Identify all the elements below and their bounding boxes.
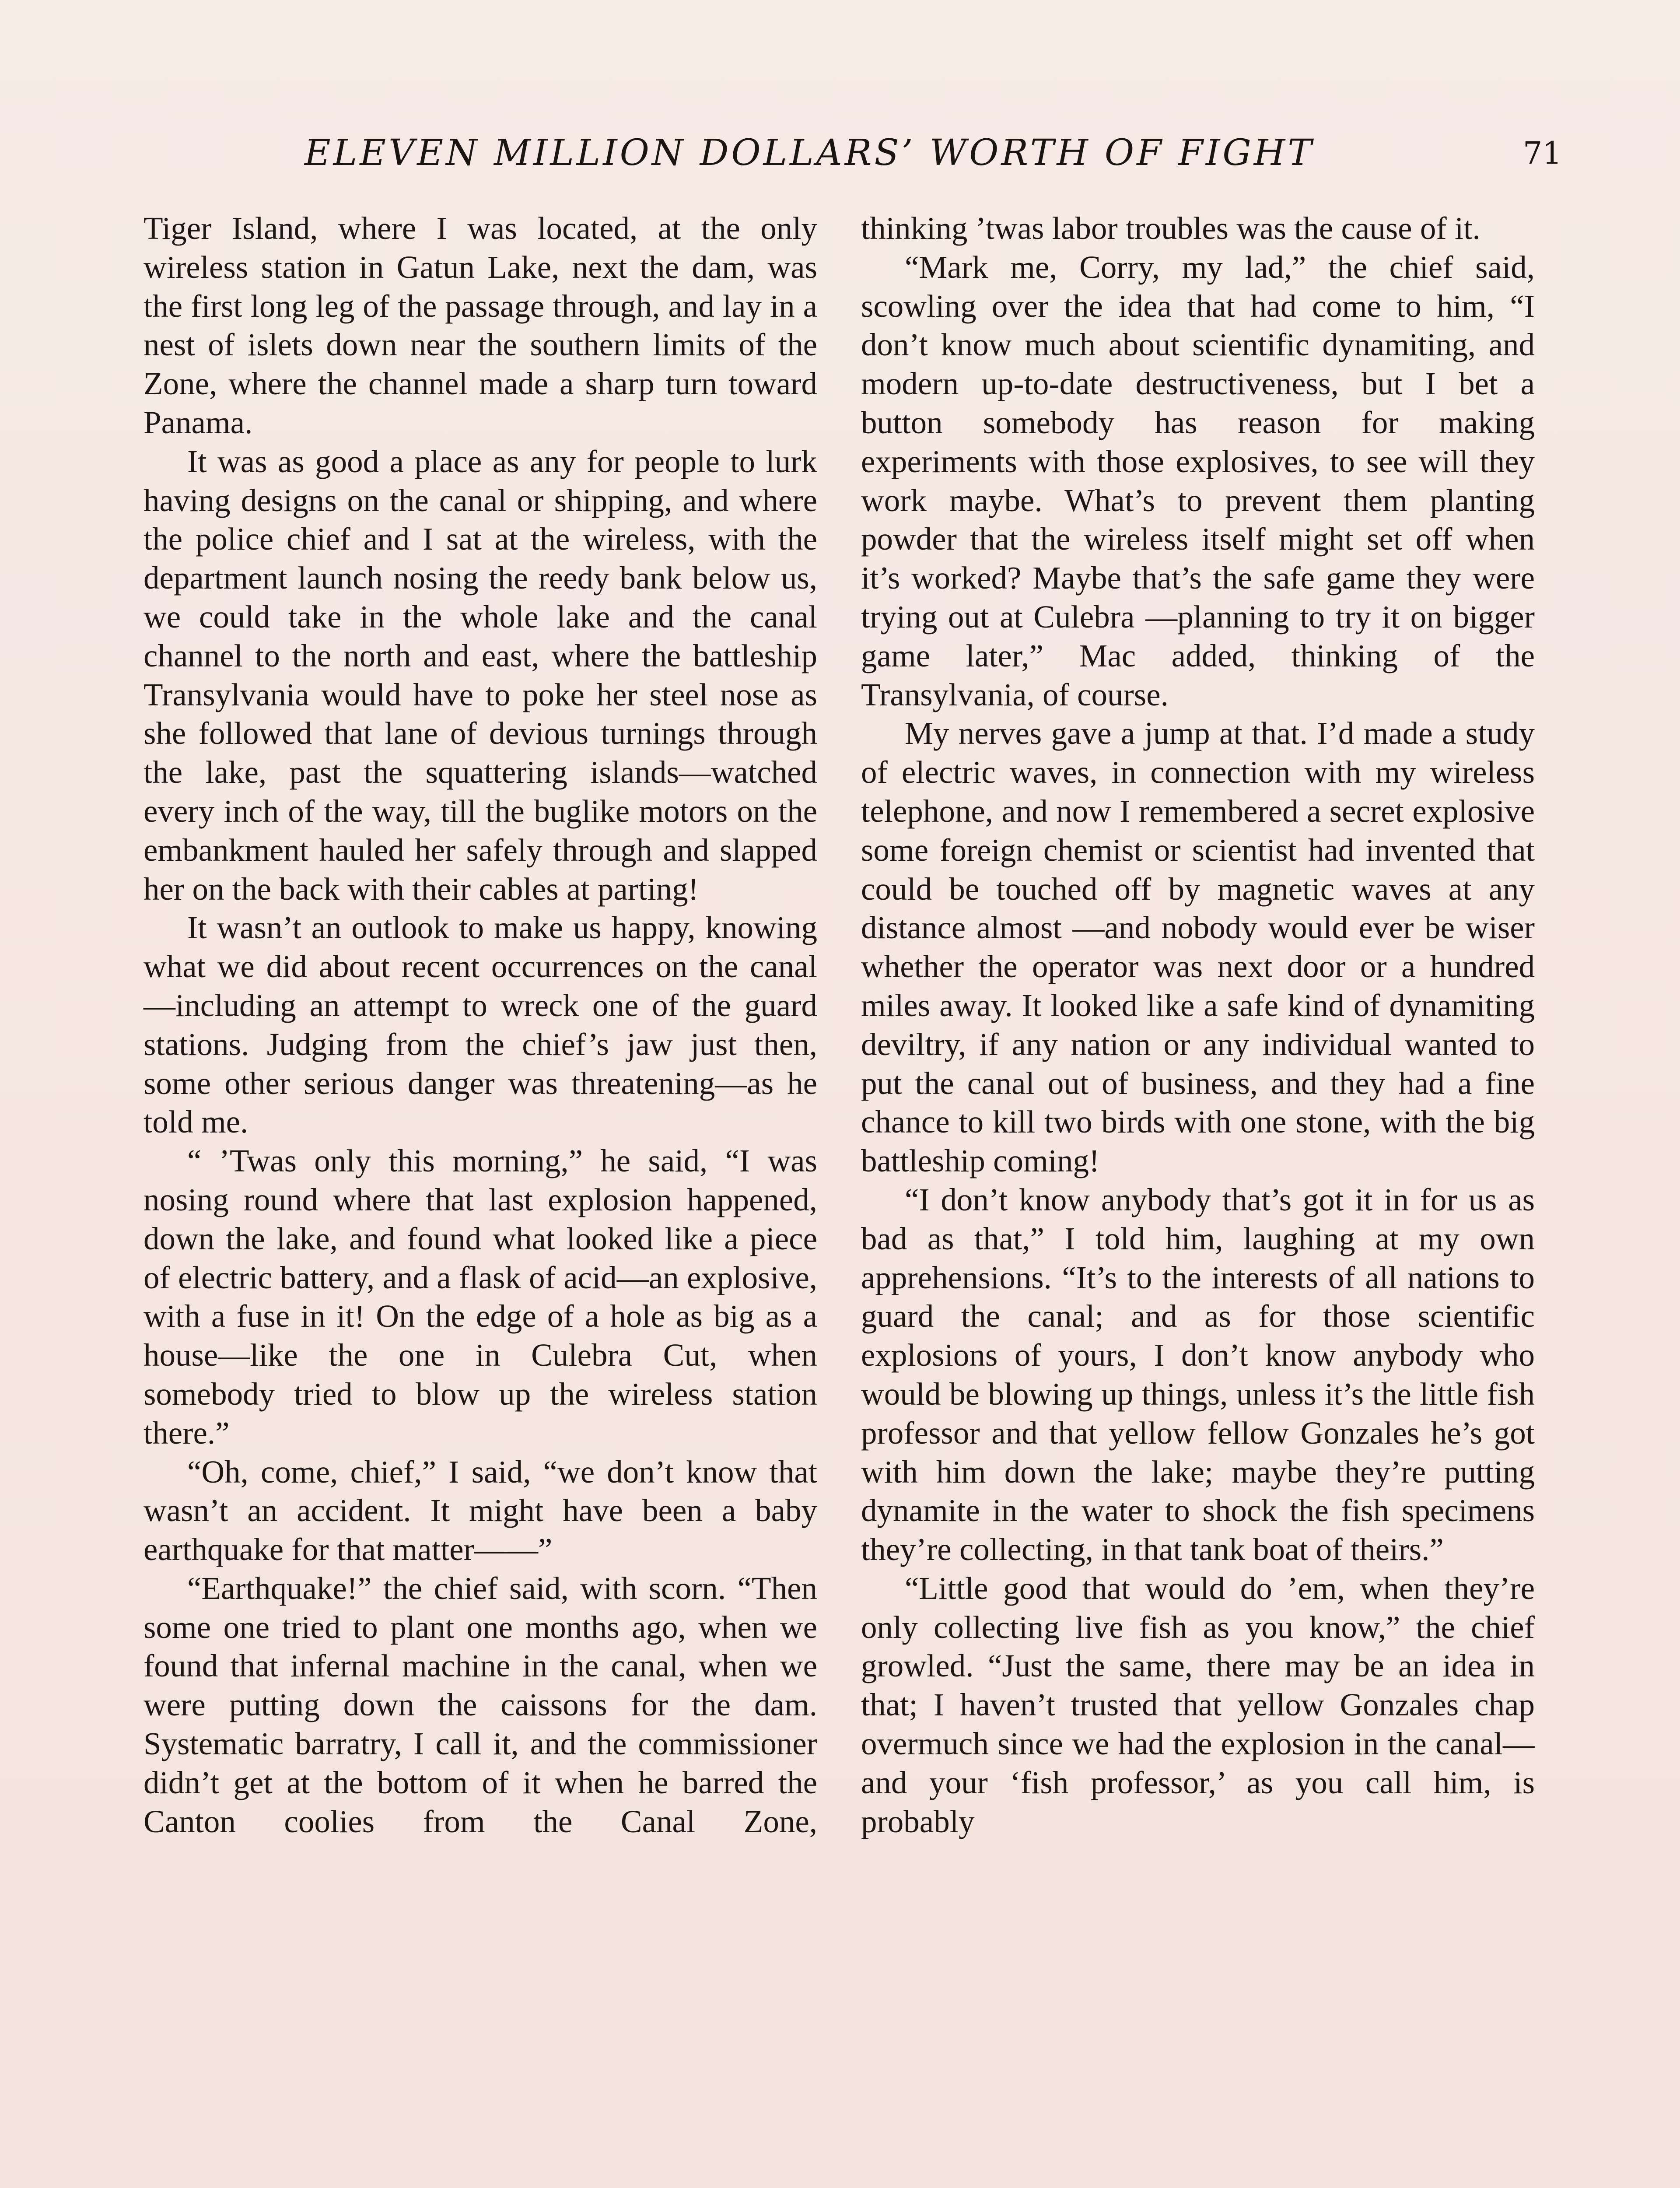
paragraph: It was as good a place as any for people to lurk having designs on the canal or shipping, and where the police chief and I sat at the wireless, with the department launch nosing the reedy bank below us, we could take in the whole lake and the canal channel to the north and east, where the battleship Transylvania would have to poke her steel nose as she followed that lane of devious turnings through the lake, past the squattering islands—watched every inch of the way, till the buglike motors on the embankment hauled her safely through and slapped her on the back with their cables at parting!	[144, 443, 817, 907]
page-header	[144, 127, 1562, 188]
paragraph: “Earthquake!” the chief said, with scorn. “Then some one tried to plant one months ago, when we found that infernal machine in the canal, when we were putting down the caissons for the dam. Systematic barratry, I call it, and the commissioner didn’t get at the bottom of it when he barred the Canton coolies from the Canal Zone,	[144, 1570, 817, 1839]
paragraph: It wasn’t an outlook to make us happy, knowing what we did about recent occurrences on the canal—including an attempt to wreck one of the guard stations. Judging from the chief’s jaw just then, some other serious danger was threatening—as he told me.	[144, 910, 817, 1140]
paragraph: “I don’t know anybody that’s got it in for us as bad as that,” I told him, laughing at my own apprehensions. “It’s to the interests of all nations to guard the canal; and as for those scientific explosions of yours, I don’t know anybody who would be blowing up things, unless it’s the little fish professor and that yellow fellow Gonzales he’s got with him down the lake; maybe they’re putting dynamite in the water to shock the fish specimens they’re collecting, in that tank boat of theirs.”	[861, 1182, 1535, 1567]
running-title: ELEVEN MILLION DOLLARS’ WORTH OF FIGHT	[304, 132, 1315, 174]
paragraph: “Mark me, Corry, my lad,” the chief said, scowling over the idea that had come to him, “I don’t know much about scientific dynamiting, and modern up-to-date destructiveness, but I bet a button somebody has reason for making experiments with those explosives, to see will they work maybe. What’s to prevent them planting powder that the wireless itself might set off when it’s worked? Maybe that’s the safe game they were trying out at Culebra —planning to try it on bigger game later,” Mac added, thinking of the Transylvania, of course.	[861, 249, 1535, 712]
paragraph: My nerves gave a jump at that. I’d made a study of electric waves, in connection with my wireless telephone, and now I remembered a secret explosive some foreign chemist or scientist had invented that could be touched off by magnetic waves at any distance almost —and nobody would ever be wiser whether the operator was next door or a hundred miles away. It looked like a safe kind of dynamiting deviltry, if any nation or any individual wanted to put the canal out of business, and they had a fine chance to kill two birds with one stone, with the big battleship coming!	[861, 715, 1535, 1179]
paragraph: “Little good that would do ’em, when they’re only collecting live fish as you know,” the chief growled. “Just the same, there may be an idea in that; I haven’t trusted that yellow Gonzales chap overmuch since we had the explosion in the canal—and your ‘fish professor,’ as you call him, is probably	[861, 1570, 1535, 1839]
paragraph: Tiger Island, where I was located, at the only wireless station in Gatun Lake, next the dam, was the first long leg of the passage through, and lay in a nest of islets down near the southern limits of the Zone, where the channel made a sharp turn toward Panama.	[144, 210, 817, 440]
left-column	[144, 209, 817, 1841]
paragraph: thinking ’twas labor troubles was the cause of it.	[861, 210, 1480, 246]
right-column	[861, 209, 1535, 1841]
paragraph: “Oh, come, chief,” I said, “we don’t know that wasn’t an accident. It might have been a baby earthquake for that matter——”	[144, 1454, 817, 1567]
page-number: 71	[1522, 135, 1562, 171]
paragraph: “ ’Twas only this morning,” he said, “I was nosing round where that last explosion happened, down the lake, and found what looked like a piece of electric battery, and a flask of acid—an explosive, with a fuse in it! On the edge of a hole as big as a house—like the one in Culebra Cut, when somebody tried to blow up the wireless station there.”	[144, 1143, 817, 1451]
